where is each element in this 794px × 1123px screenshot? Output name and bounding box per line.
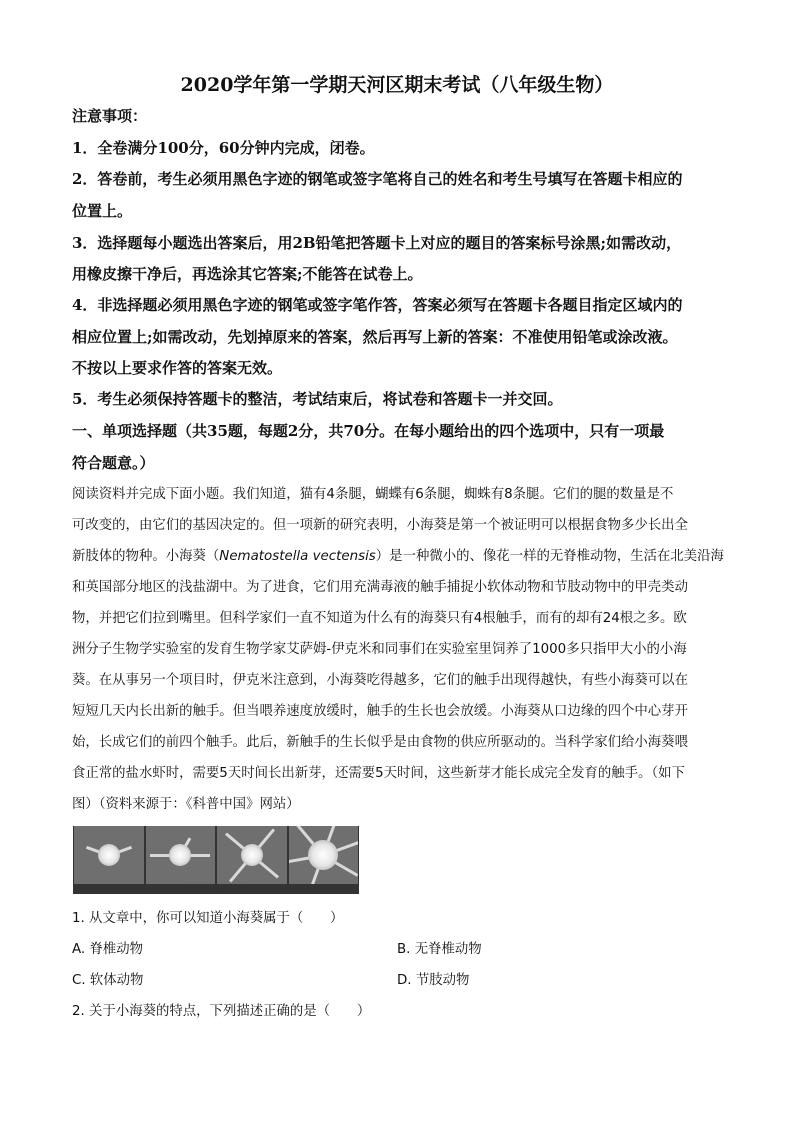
passage-line-7: 葵。在从事另一个项目时，伊克米注意到，小海葵吃得越多，它们的触手出现得越快，有些小海葵可以在 <box>72 673 688 688</box>
question-1-option-d[interactable]: D. 节肢动物 <box>397 973 470 988</box>
figure-panel-3 <box>217 826 287 884</box>
notice-line-6: 4．非选择题必须用黑色字迹的钢笔或签字笔作答，答案必须写在答题卡各题目指定区域内的 <box>72 296 683 314</box>
passage-line-1: 阅读资料并完成下面小题。我们知道，猫有4条腿，蝴蝶有6条腿，蜘蛛有8条腿。它们的腿的数量是不 <box>72 487 674 502</box>
tentacle-growth-figure <box>73 826 359 894</box>
figure-panel-2 <box>146 826 216 884</box>
passage-line-5: 物，并把它们拉到嘴里。但科学家们一直不知道为什么有的海葵只有4根触手，而有的却有24根之多。欧 <box>72 611 687 626</box>
notice-line-2: 2．答卷前，考生必须用黑色字迹的钢笔或签字笔将自己的姓名和考生号填写在答题卡相应的 <box>72 170 683 188</box>
notice-line-4: 3．选择题每小题选出答案后，用2B铅笔把答题卡上对应的题目的答案标号涂黑;如需改动， <box>72 234 682 252</box>
notice-line-1: 1．全卷满分100分，60分钟内完成，闭卷。 <box>72 139 375 157</box>
passage-line-3 <box>72 541 732 572</box>
notice-line-3: 位置上。 <box>72 202 133 220</box>
question-2-stem: 2. 关于小海葵的特点，下列描述正确的是（ ） <box>72 1004 371 1019</box>
question-1-option-c[interactable]: C. 软体动物 <box>72 973 144 988</box>
notice-heading: 注意事项： <box>72 107 148 125</box>
passage-line-8: 短短几天内长出新的触手。但当喂养速度放缓时，触手的生长也会放缓。小海葵从口边缘的四个中心芽开 <box>72 704 688 719</box>
section-heading-1: 一、单项选择题（共35题，每题2分，共70分。在每小题给出的四个选项中，只有一项最 <box>72 422 665 440</box>
exam-title: 2020学年第一学期天河区期末考试（八年级生物） <box>180 74 614 96</box>
notice-line-5: 用橡皮擦干净后，再选涂其它答案;不能答在试卷上。 <box>72 265 423 283</box>
passage-line-6: 洲分子生物学实验室的发育生物学家艾萨姆-伊克米和同事们在实验室里饲养了1000多只指甲大小的小海 <box>72 642 687 657</box>
figure-caption: 小海葵长出新触手的过程图 <box>179 887 252 894</box>
notice-line-7: 相应位置上;如需改动，先划掉原来的答案，然后再写上新的答案：不准使用铅笔或涂改液。 <box>72 328 678 346</box>
figure-panel-4 <box>289 826 359 884</box>
passage-line-11: 图）（资料来源于：《科普中国》网站） <box>72 797 300 812</box>
species-latin-name: Nematostella vectensis <box>219 549 376 564</box>
figure-panel-1 <box>74 826 144 884</box>
question-1-stem: 1. 从文章中，你可以知道小海葵属于（ ） <box>72 911 344 926</box>
passage-line-3-a: 新肢体的物种。小海葵（ <box>72 549 220 564</box>
notice-line-9: 5．考生必须保持答题卡的整洁，考试结束后，将试卷和答题卡一并交回。 <box>72 390 563 408</box>
passage-line-3-b: ）是一种微小的、像花一样的无脊椎动物，生活在北美沿海 <box>375 549 724 564</box>
question-1-option-b[interactable]: B. 无脊椎动物 <box>397 942 482 957</box>
notice-line-8: 不按以上要求作答的答案无效。 <box>72 359 283 377</box>
passage-line-4: 和英国部分地区的浅盐湖中。为了进食，它们用充满毒液的触手捕捉小软体动物和节肢动物中的甲壳类动 <box>72 580 688 595</box>
question-1-option-a[interactable]: A. 脊椎动物 <box>72 942 143 957</box>
passage-line-10: 食正常的盐水虾时，需要5天时间长出新芽，还需要5天时间，这些新芽才能长成完全发育的触手。（如下 <box>72 766 685 781</box>
passage-line-9: 始，长成它们的前四个触手。此后，新触手的生长似乎是由食物的供应所驱动的。当科学家们给小海葵喂 <box>72 735 688 750</box>
section-heading-2: 符合题意。） <box>72 454 155 472</box>
passage-line-2: 可改变的，由它们的基因决定的。但一项新的研究表明，小海葵是第一个被证明可以根据食物多少长出全 <box>72 518 688 533</box>
